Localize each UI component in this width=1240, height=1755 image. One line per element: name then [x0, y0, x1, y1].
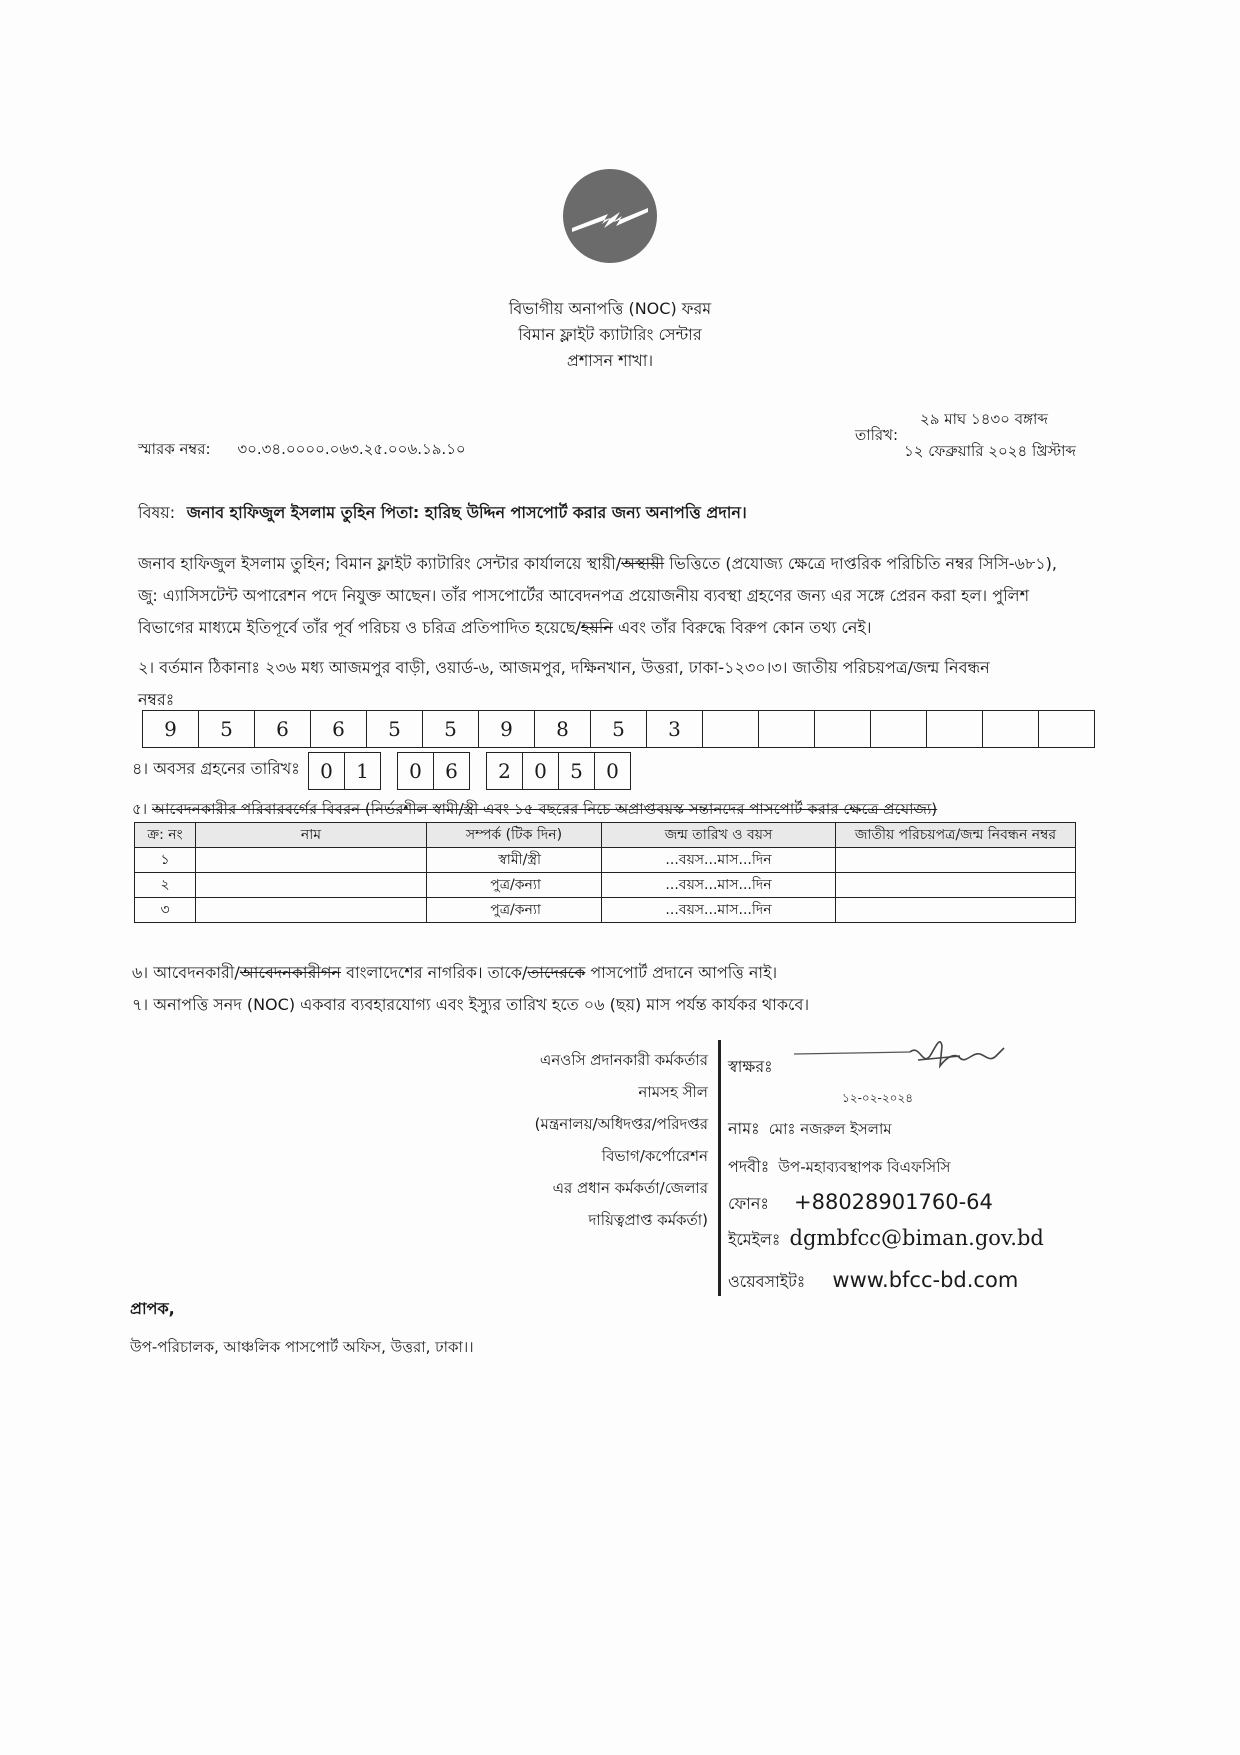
retire-day-2: 1: [345, 753, 381, 790]
nid-digit-box: [871, 711, 927, 748]
retirement-date-label: ৪। অবসর গ্রহনের তারিখঃ: [132, 759, 300, 778]
handwritten-signature: [790, 1034, 1020, 1084]
nid-digit-box: 5: [199, 711, 255, 748]
table-row: ৩ পুত্র/কন্যা ...বয়স...মাস...দিন: [135, 898, 1076, 923]
department-name: প্রশাসন শাখা।: [566, 351, 654, 370]
form-title: বিভাগীয় অনাপত্তি (NOC) ফরম: [508, 299, 712, 318]
nid-digit-box: 5: [423, 711, 479, 748]
body-paragraph-1: জনাব হাফিজুল ইসলাম তুহিন; বিমান ফ্লাইট ক্যাটারিং সেন্টার কার্যালয়ে স্থায়ী/অস্থায়ী ভিত্তিতে (প্রযোজ্য ক্ষেত্রে দাপ্তরিক পরিচিতি নম্বর সিসি-৬৮১), জু: এ্যাসিসটেন্ট অপারেশন পদে নিযুক্ত আছেন। তাঁর পাসপোর্টের আবেদনপত্র প্রয়োজনীয় ব্যবস্থা গ্রহণের জন্য এর সঙ্গে প্রেরন করা হল। পুলিশ বিভাগের মাধ্যমে ইতিপূর্বে তাঁর পূর্ব পরিচয় ও চরিত্র প্রতিপাদিত হয়েছে/হয়নি এবং তাঁর বিরুদ্ধে বিরুপ কোন তথ্য নেই।: [138, 554, 1057, 637]
col-dob: জন্ম তারিখ ও বয়স: [602, 823, 836, 848]
family-table: [134, 822, 1076, 923]
recipient-label: প্রাপক,: [130, 1299, 175, 1318]
reference-number: স্মারক নম্বর: ৩০.৩৪.০০০০.০৬৩.২৫.০০৬.১৯.১০: [138, 440, 466, 458]
date-english: ১২ ফেব্রুয়ারি ২০২৪ খ্রিস্টাব্দ: [904, 442, 1076, 460]
nid-digit-box: 5: [591, 711, 647, 748]
nid-digit-box: 6: [255, 711, 311, 748]
nid-digit-box: 8: [535, 711, 591, 748]
nid-digit-box: 9: [479, 711, 535, 748]
col-serial: ক্র: নং: [135, 823, 196, 848]
col-nid: জাতীয় পরিচয়পত্র/জন্ম নিবন্ধন নম্বর: [836, 823, 1076, 848]
retire-year-2: 0: [523, 753, 559, 790]
nid-digit-box: 9: [143, 711, 199, 748]
table-row: ২ পুত্র/কন্যা ...বয়স...মাস...দিন: [135, 873, 1076, 898]
retire-year-1: 2: [487, 753, 523, 790]
nid-digit-box: 3: [647, 711, 703, 748]
signatory-designation: পদবীঃ উপ-মহাব্যবস্থাপক বিএফসিসি: [728, 1157, 951, 1176]
date-bangla: ২৯ মাঘ ১৪৩০ বঙ্গাব্দ: [920, 410, 1048, 428]
nid-digit-box: [703, 711, 759, 748]
signature-label: স্বাক্ষরঃ: [728, 1057, 773, 1076]
officer-note: এনওসি প্রদানকারী কর্মকর্তার নামসহ সীল (মন্ত্রনালয়/অধিদপ্তর/পরিদপ্তর বিভাগ/কর্পোরেশন এর প্রধান কর্মকর্তা/জেলার দায়িত্বপ্রাপ্ত কর্মকর্তা): [534, 1051, 708, 1229]
retire-month-2: 6: [434, 753, 470, 790]
signatory-phone: ফোনঃ +88028901760-64: [728, 1190, 993, 1214]
date-label: তারিখ:: [855, 426, 899, 444]
nid-digit-box: [815, 711, 871, 748]
organization-name: বিমান ফ্লাইট ক্যাটারিং সেন্টার: [518, 325, 702, 344]
nid-number-boxes: [142, 710, 1095, 748]
signature-divider: [718, 1040, 721, 1296]
family-heading: ৫। আবেদনকারীর পরিবারবর্গের বিবরন (নির্ভরশীল স্বামী/স্ত্রী এবং ১৫ বছরের নিচে অপ্রাপ্তবয়স্ক সন্তানদের পাসপোর্ট করার ক্ষেত্রে প্রযোজ্য): [132, 800, 938, 818]
signature-date: ১২-০২-২০২৪: [842, 1091, 914, 1105]
retire-month-1: 0: [398, 753, 434, 790]
nid-digit-box: 6: [311, 711, 367, 748]
retire-day-1: 0: [309, 753, 345, 790]
nid-digit-box: [927, 711, 983, 748]
clause-6: ৬। আবেদনকারী/আবেদনকারীগন বাংলাদেশের নাগরিক। তাকে/তাদেরকে পাসপোর্ট প্রদানে আপত্তি নাই।: [132, 963, 778, 982]
nid-digit-box: [1039, 711, 1095, 748]
table-row: ১ স্বামী/স্ত্রী ...বয়স...মাস...দিন: [135, 848, 1076, 873]
signatory-name: নামঃ মোঃ নজরুল ইসলাম: [728, 1119, 892, 1138]
retire-year-3: 5: [559, 753, 595, 790]
recipient-address: উপ-পরিচালক, আঞ্চলিক পাসপোর্ট অফিস, উত্তরা, ঢাকা।।: [130, 1338, 474, 1356]
retirement-date-boxes: [308, 752, 631, 790]
clause-7: ৭। অনাপত্তি সনদ (NOC) একবার ব্যবহারযোগ্য এবং ইস্যুর তারিখ হতে ০৬ (ছয়) মাস পর্যন্ত কার্যকর থাকবে।: [132, 995, 810, 1014]
address-paragraph: ২। বর্তমান ঠিকানাঃ ২৩৬ মধ্য আজমপুর বাড়ী, ওয়ার্ড-৬, আজমপুর, দক্ষিনখান, উত্তরা, ঢাকা-১২৩০।৩। জাতীয় পরিচয়পত্র/জন্ম নিবন্ধন নম্বরঃ: [138, 658, 990, 709]
col-name: নাম: [196, 823, 427, 848]
signatory-website: ওয়েবসাইটঃ www.bfcc-bd.com: [728, 1268, 1019, 1292]
retire-year-4: 0: [595, 753, 631, 790]
nid-digit-box: [759, 711, 815, 748]
nid-digit-box: 5: [367, 711, 423, 748]
signatory-email: ইমেইলঃ dgmbfcc@biman.gov.bd: [728, 1226, 1044, 1250]
col-relation: সম্পর্ক (টিক দিন): [427, 823, 602, 848]
subject: বিষয়: জনাব হাফিজুল ইসলাম তুহিন পিতা: হারিছ উদ্দিন পাসপোর্ট করার জন্য অনাপত্তি প্রদান।: [138, 503, 747, 522]
nid-digit-box: [983, 711, 1039, 748]
biman-logo: [562, 168, 658, 264]
